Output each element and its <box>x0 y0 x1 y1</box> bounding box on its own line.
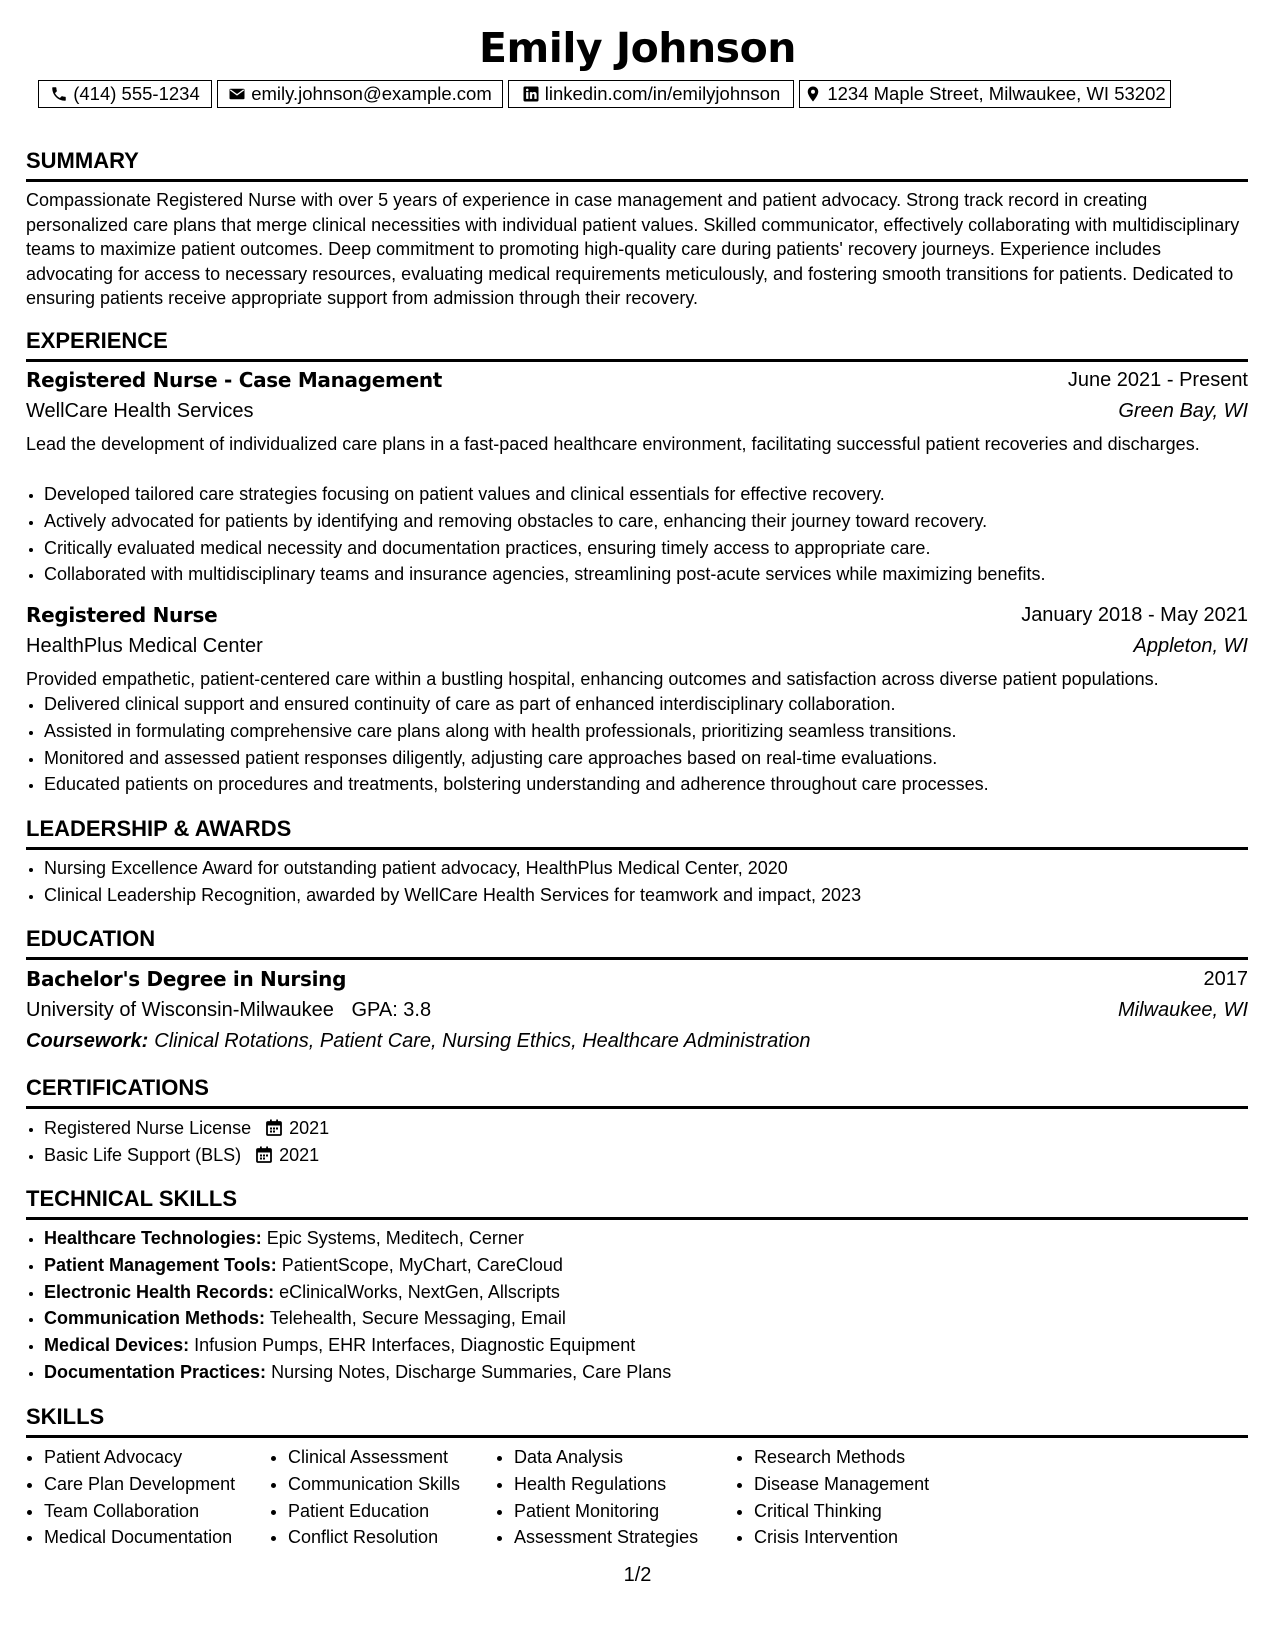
linkedin-box[interactable] <box>508 80 794 108</box>
list-item: • Patient Education <box>288 1498 496 1525</box>
skills-column-3 <box>496 1444 736 1551</box>
list-item: • Actively advocated for patients by identifying and removing obstacles to care, enhancing their journey toward recovery. <box>44 508 1266 535</box>
phone-text: (414) 555-1234 <box>73 83 200 104</box>
skill-label: Medical Devices: <box>44 1335 190 1356</box>
job-2-header <box>26 602 1248 628</box>
linkedin-icon <box>522 85 540 103</box>
calendar-icon <box>266 1119 282 1136</box>
list-item: • Nursing Excellence Award for outstanding patient advocacy, HealthPlus Medical Center, 2020 <box>44 855 1266 882</box>
job-1-role: Registered Nurse - Case Management <box>26 368 443 392</box>
list-item <box>44 1279 1266 1306</box>
list-item: • Clinical Assessment <box>288 1444 496 1471</box>
education-subheader <box>26 997 1248 1023</box>
skill-label: Electronic Health Records: <box>44 1281 275 1302</box>
education-header <box>26 966 1248 992</box>
envelope-icon <box>228 85 246 103</box>
list-item: • Critically evaluated medical necessity and documentation practices, ensuring timely access to appropriate care. <box>44 535 1266 562</box>
list-item: • Critical Thinking <box>754 1498 994 1525</box>
education-location: Milwaukee, WI <box>1117 999 1248 1021</box>
coursework-label: Coursework: <box>26 1030 149 1052</box>
list-item <box>44 1305 1266 1332</box>
linkedin-text: linkedin.com/in/emilyjohnson <box>544 83 781 104</box>
email-text: emily.johnson@example.com <box>251 83 492 104</box>
job-1-subheader <box>26 398 1248 424</box>
job-2-company: HealthPlus Medical Center <box>26 635 263 657</box>
cert-year: 2021 <box>279 1144 320 1165</box>
contact-bar <box>38 80 1238 110</box>
gpa: GPA: 3.8 <box>351 999 432 1021</box>
list-item: • Educated patients on procedures and treatments, bolstering understanding and adherence throughout care processes. <box>44 771 1266 798</box>
skill-value: Infusion Pumps, EHR Interfaces, Diagnostic Equipment <box>194 1335 636 1356</box>
list-item: • Delivered clinical support and ensured continuity of care as part of enhanced interdisciplinary collaboration. <box>44 691 1266 718</box>
list-item: • Data Analysis <box>514 1444 736 1471</box>
leadership-heading: LEADERSHIP & AWARDS <box>26 816 1248 850</box>
certifications-heading: CERTIFICATIONS <box>26 1075 1248 1109</box>
school: University of Wisconsin-Milwaukee <box>26 999 334 1021</box>
coursework: Clinical Rotations, Patient Care, Nursing Ethics, Healthcare Administration <box>154 1030 811 1052</box>
job-2-location: Appleton, WI <box>1133 635 1248 657</box>
skill-label: Patient Management Tools: <box>44 1254 277 1275</box>
skills-column-2 <box>270 1444 496 1551</box>
list-item <box>44 1142 1266 1169</box>
experience-heading: EXPERIENCE <box>26 328 1248 362</box>
list-item: • Monitored and assessed patient responses diligently, adjusting care approaches based on real-time evaluations. <box>44 745 1266 772</box>
cert-name: Registered Nurse License <box>44 1118 252 1138</box>
list-item: • Patient Monitoring <box>514 1498 736 1525</box>
list-item: • Medical Documentation <box>44 1524 270 1551</box>
skill-label: Documentation Practices: <box>44 1361 267 1382</box>
list-item: • Collaborated with multidisciplinary teams and insurance agencies, streamlining post-acute services while maximizing benefits. <box>44 561 1266 588</box>
job-1-header <box>26 367 1248 393</box>
list-item: • Care Plan Development <box>44 1471 270 1498</box>
list-item <box>44 1225 1266 1252</box>
coursework-line <box>26 1028 1248 1054</box>
leadership-list <box>26 855 1266 909</box>
list-item: • Conflict Resolution <box>288 1524 496 1551</box>
skill-value: Nursing Notes, Discharge Summaries, Care Plans <box>271 1361 672 1382</box>
job-2-dates: January 2018 - May 2021 <box>1021 604 1248 626</box>
job-1-bullets <box>26 481 1266 588</box>
address-text: 1234 Maple Street, Milwaukee, WI 53202 <box>827 83 1166 104</box>
skill-value: Epic Systems, Meditech, Cerner <box>266 1228 524 1248</box>
address-box[interactable] <box>799 80 1171 108</box>
skills-grid <box>26 1444 1248 1551</box>
job-1-dates: June 2021 - Present <box>1067 369 1248 391</box>
job-1-company: WellCare Health Services <box>26 400 254 422</box>
skill-value: eClinicalWorks, NextGen, Allscripts <box>279 1281 560 1302</box>
phone-icon <box>50 85 68 103</box>
technical-skills-list <box>26 1225 1266 1386</box>
page-number: 1/2 <box>623 1564 652 1586</box>
summary-text: Compassionate Registered Nurse with over 5 years of experience in case management and patient advocacy. Strong track record in creating personalized care plans that merge clinical necessities with individual patient values. Skilled communicator, effectively collaborating with multidisciplinary teams to maximize patient outcomes. Deep commitment to promoting high-quality care during patients' recovery journeys. Experience includes advocating for access to necessary resources, evaluating medical requirements meticulously, and fostering smooth transitions for patients. Dedicated to ensuring patients receive appropriate support from admission through their recovery. <box>26 190 1240 309</box>
education-heading: EDUCATION <box>26 926 1248 960</box>
job-2-description: Provided empathetic, patient-centered care within a bustling hospital, enhancing outcomes and satisfaction across diverse patient populations. <box>26 669 1159 689</box>
map-marker-icon <box>804 85 822 103</box>
list-item <box>44 1115 1266 1142</box>
cert-name: Basic Life Support (BLS) <box>44 1144 242 1165</box>
list-item <box>44 1252 1266 1279</box>
list-item: • Communication Skills <box>288 1471 496 1498</box>
calendar-icon <box>256 1146 272 1163</box>
job-2-subheader <box>26 633 1248 659</box>
skill-label: Communication Methods: <box>44 1308 265 1329</box>
skills-heading: SKILLS <box>26 1404 1248 1438</box>
email-box[interactable] <box>217 80 503 108</box>
phone-box[interactable] <box>38 80 212 108</box>
job-2-bullets <box>26 691 1266 798</box>
list-item: • Patient Advocacy <box>44 1444 270 1471</box>
skills-column-1 <box>26 1444 270 1551</box>
list-item: • Team Collaboration <box>44 1498 270 1525</box>
list-item <box>44 1359 1266 1386</box>
list-item <box>44 1332 1266 1359</box>
candidate-name: Emily Johnson <box>479 24 796 72</box>
job-2-role: Registered Nurse <box>26 603 218 627</box>
list-item: • Developed tailored care strategies focusing on patient values and clinical essentials for effective recovery. <box>44 481 1266 508</box>
list-item: • Health Regulations <box>514 1471 736 1498</box>
list-item: • Crisis Intervention <box>754 1524 994 1551</box>
degree: Bachelor's Degree in Nursing <box>26 967 347 991</box>
list-item: • Assessment Strategies <box>514 1524 736 1551</box>
list-item: • Disease Management <box>754 1471 994 1498</box>
skills-column-4 <box>736 1444 994 1551</box>
skill-value: Telehealth, Secure Messaging, Email <box>269 1308 566 1329</box>
list-item: • Clinical Leadership Recognition, awarded by WellCare Health Services for teamwork and impact, 2023 <box>44 882 1266 909</box>
job-1-location: Green Bay, WI <box>1118 400 1248 422</box>
list-item: • Research Methods <box>754 1444 994 1471</box>
cert-year: 2021 <box>289 1118 330 1138</box>
certifications-list <box>26 1115 1266 1169</box>
job-1-description: Lead the development of individualized care plans in a fast-paced healthcare environment, facilitating successful patient recoveries and discharges. <box>26 434 1200 454</box>
skill-value: PatientScope, MyChart, CareCloud <box>281 1254 563 1275</box>
list-item: • Assisted in formulating comprehensive care plans along with health professionals, prioritizing seamless transitions. <box>44 718 1266 745</box>
summary-heading: SUMMARY <box>26 148 1248 182</box>
graduation-year: 2017 <box>1203 968 1248 990</box>
skill-label: Healthcare Technologies: <box>44 1228 262 1248</box>
technical-skills-heading: TECHNICAL SKILLS <box>26 1186 1248 1220</box>
